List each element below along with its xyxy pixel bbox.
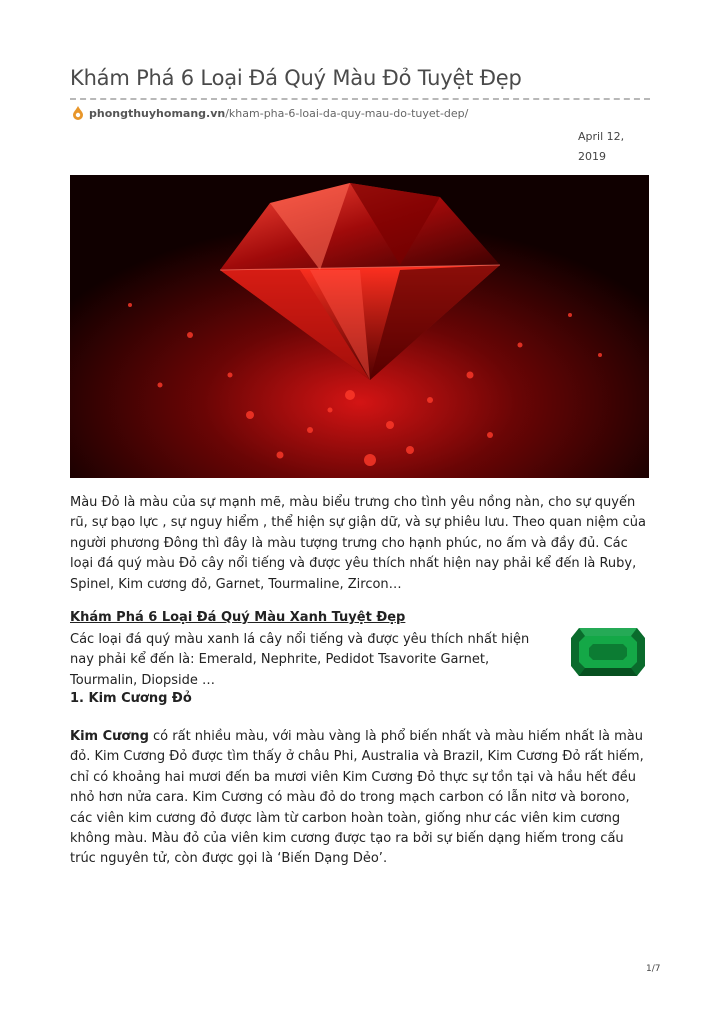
source-path[interactable]: /kham-pha-6-loai-da-quy-mau-do-tuyet-dep/ bbox=[225, 106, 469, 120]
intro-paragraph: Màu Đỏ là màu của sự mạnh mẽ, màu biểu trưng cho tình yêu nồng nàn, cho sự quyến rũ, sự bạo lực , sự nguy hiểm , thể hiện sự giận dữ, và sự phiêu lưu. Theo quan niệm của người phương Đông thì đây là màu tượng trưng cho hạnh phúc, no ấm và đầy đủ. Các loại đá quý màu Đỏ cây nổi tiếng và được yêu thích nhất hiện nay phải kể đến là Ruby, Spinel, Kim cương đỏ, Garnet, Tourmaline, Zircon… bbox=[70, 495, 646, 592]
hero-image-red-diamond bbox=[70, 175, 649, 478]
section-lead-bold: Kim Cương bbox=[70, 729, 149, 744]
source-line[interactable] bbox=[72, 106, 468, 120]
source-domain[interactable]: phongthuyhomang.vn bbox=[89, 106, 226, 120]
title-divider bbox=[70, 98, 650, 100]
article-title: Khám Phá 6 Loại Đá Quý Màu Đỏ Tuyệt Đẹp bbox=[70, 66, 522, 90]
related-article-description: Các loại đá quý màu xanh lá cây nổi tiếng và được yêu thích nhất hiện nay phải kể đến là: Emerald, Nephrite, Pedidot Tsavorite Garnet, Tourmalin, Diopside … bbox=[70, 632, 530, 688]
publish-date: April 12, 2019 bbox=[578, 130, 625, 163]
site-logo-icon bbox=[72, 106, 84, 120]
section-paragraph bbox=[70, 727, 650, 870]
section-text: có rất nhiều màu, với màu vàng là phổ biến nhất và màu hiếm nhất là màu đỏ. Kim Cương Đỏ được tìm thấy ở châu Phi, Australia và Brazil, Kim Cương Đỏ rất hiếm, chỉ có khoảng hai mươi đến ba mươi viên Kim Cương Đỏ thực sự tồn tại và hầu hết đều nhỏ hơn nửa cara. Kim Cương có màu đỏ do trong mạch carbon có lẫn nitơ và borono, các viên kim cương đỏ được làm từ carbon hoàn toàn, giống như các viên kim cương không màu. Màu đỏ của viên kim cương được tạo ra bởi sự biến dạng hiếm trong cấu trúc nguyên tử, còn được gọi là ‘Biến Dạng Dẻo’. bbox=[70, 729, 644, 867]
related-article-link[interactable]: Khám Phá 6 Loại Đá Quý Màu Xanh Tuyệt Đẹp bbox=[70, 610, 406, 625]
related-thumbnail-emerald[interactable] bbox=[569, 624, 647, 680]
section-heading: 1. Kim Cương Đỏ bbox=[70, 691, 192, 706]
page-number: 1/7 bbox=[646, 964, 661, 974]
